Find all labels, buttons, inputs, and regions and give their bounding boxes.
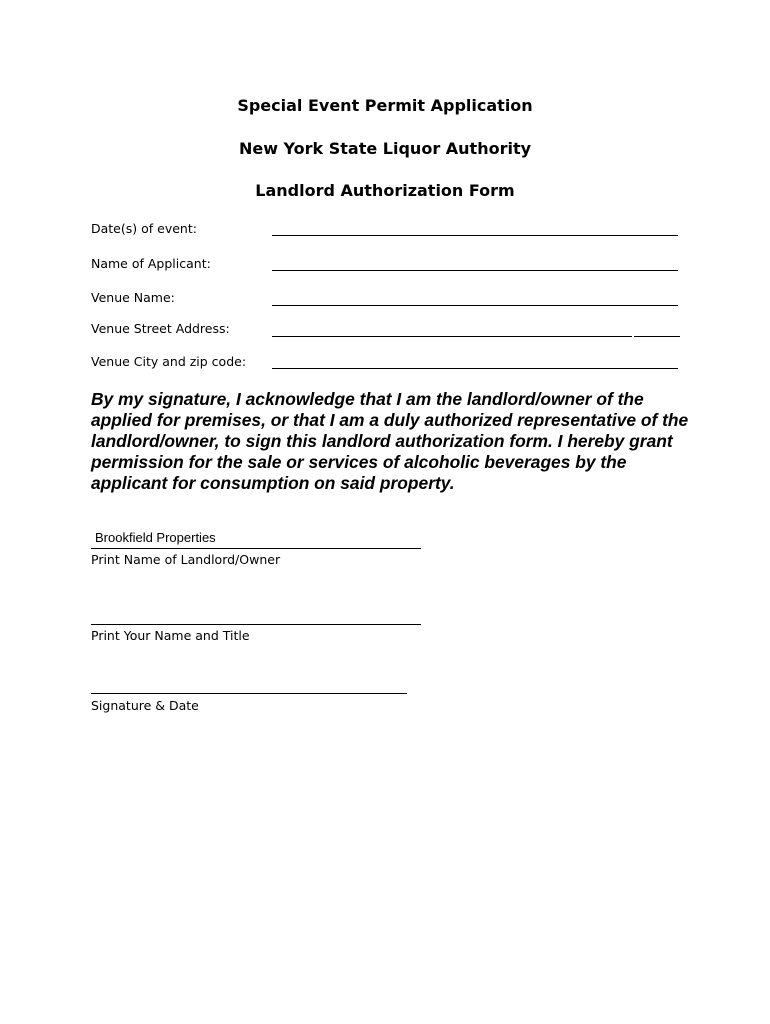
your-name-title-line[interactable] (91, 624, 421, 625)
signature-date-caption: Signature & Date (91, 698, 199, 713)
venue-city-zip-label: Venue City and zip code: (91, 354, 247, 369)
agency-name: New York State Liquor Authority (238, 139, 532, 158)
event-dates-label: Date(s) of event: (91, 221, 197, 236)
your-name-title-caption: Print Your Name and Title (91, 628, 250, 643)
landlord-name-line[interactable] (91, 548, 421, 549)
document-title: Special Event Permit Application (237, 96, 533, 115)
signature-date-line[interactable] (91, 693, 407, 694)
event-dates-field[interactable] (272, 235, 678, 236)
landlord-name-value[interactable]: Brookfield Properties (95, 530, 216, 545)
venue-street-address-label: Venue Street Address: (91, 321, 230, 336)
applicant-name-field[interactable] (272, 270, 678, 271)
form-name: Landlord Authorization Form (255, 181, 515, 200)
venue-street-address-field-extension[interactable] (634, 336, 680, 337)
landlord-name-caption: Print Name of Landlord/Owner (91, 552, 281, 567)
authorization-statement: By my signature, I acknowledge that I am the landlord/owner of the applied for premises, or that I am a duly authorized representative of the landlord/owner, to sign this landlord authorization form. I hereby grant permission for the sale or services of alcoholic beverages by the applicant for consumption on said property. (91, 389, 689, 493)
venue-name-label: Venue Name: (91, 290, 175, 305)
venue-name-field[interactable] (272, 305, 678, 306)
venue-city-zip-field[interactable] (272, 368, 678, 369)
applicant-name-label: Name of Applicant: (91, 256, 211, 271)
venue-street-address-field[interactable] (272, 336, 632, 337)
